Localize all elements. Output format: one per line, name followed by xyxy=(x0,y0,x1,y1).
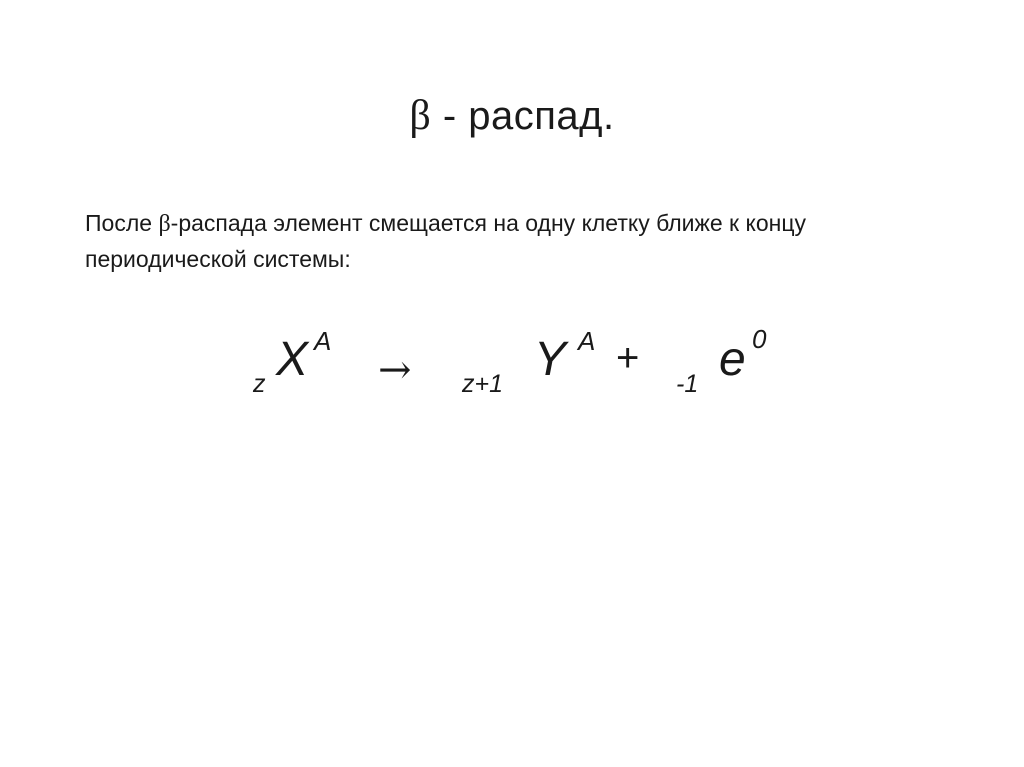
body-text-after: -распада элемент смещается на одну клетку ближе к концу периодической системы: xyxy=(85,210,806,272)
term3-symbol: e xyxy=(719,333,746,386)
term3-subscript: -1 xyxy=(676,370,699,398)
term1-subscript: z xyxy=(253,370,266,398)
reaction-arrow-icon: → xyxy=(378,347,412,393)
term3-superscript: 0 xyxy=(752,324,767,354)
term2-symbol: Y xyxy=(534,333,567,386)
body-paragraph xyxy=(85,206,965,277)
title-text: - распад. xyxy=(431,94,615,138)
slide-title xyxy=(0,88,1024,144)
body-text-before: После xyxy=(85,210,159,236)
decay-formula xyxy=(0,318,1024,418)
term1-superscript: A xyxy=(314,326,332,356)
body-beta-symbol: β xyxy=(158,211,171,237)
term2-subscript: z+1 xyxy=(462,370,504,398)
plus-sign: + xyxy=(616,336,640,380)
term1-symbol: X xyxy=(276,333,309,386)
term2-superscript: A xyxy=(578,326,596,356)
title-beta-symbol: β xyxy=(409,93,432,139)
